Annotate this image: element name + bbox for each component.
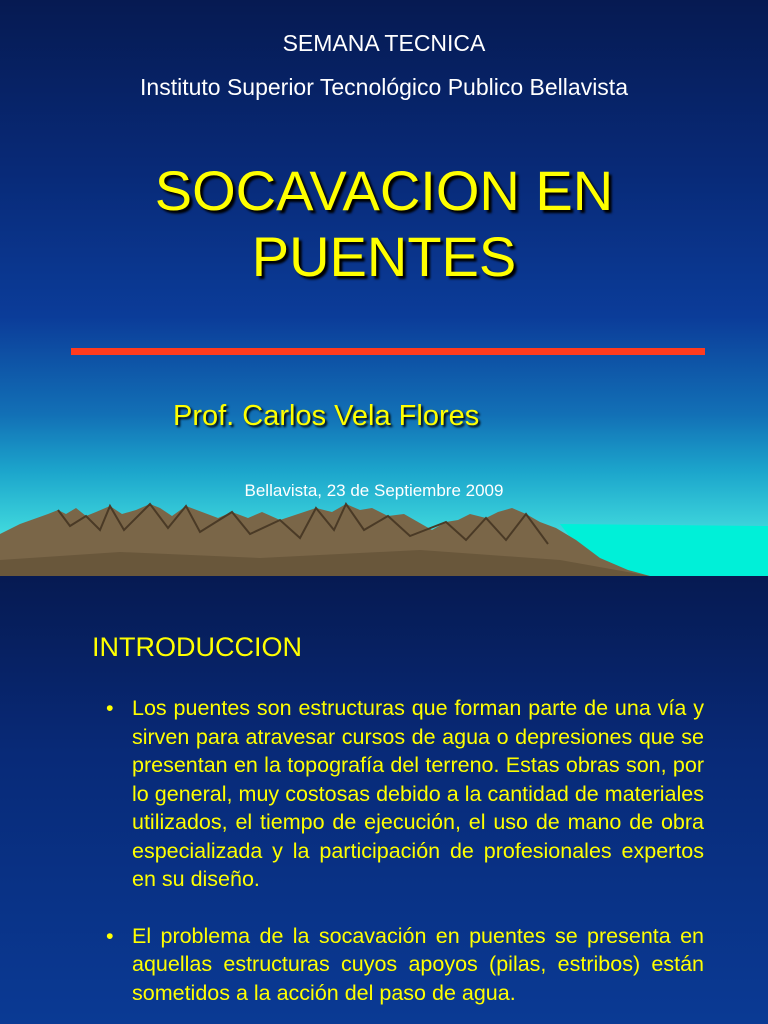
institution-name: Instituto Superior Tecnológico Publico Bellavista [140,74,628,100]
mountain-landscape-image [0,500,768,576]
bullet-text: El problema de la socavación en puentes se presenta en aquellas estructuras cuyos apoyos (pilas, estribos) están sometidos a la acción del paso de agua. [132,923,704,1005]
event-name: SEMANA TECNICA [282,30,486,56]
presentation-date: Bellavista, 23 de Septiembre 2009 [244,481,504,500]
section-heading: INTRODUCCION [92,632,302,662]
slide-title-line-2: PUENTES [251,225,517,288]
bullet-list [106,694,704,1024]
bullet-marker: • [106,923,114,948]
slide-title-line-1: SOCAVACION EN [154,159,614,222]
author-name: Prof. Carlos Vela Flores [173,400,480,432]
bullet-marker: • [106,696,114,720]
bullet-item [106,694,704,894]
bullet-item [106,922,704,1008]
bullet-text: Los puentes son estructuras que forman parte de una vía y sirven para atravesar cursos de agua o depresiones que se presentan en la topografía del terreno. Estas obras son, por lo general, muy costosas debido a la cantidad de materiales utilizados, el tiempo de ejecución, el uso de mano de obra especializada y la participación de profesionales expertos en su diseño. [132,696,704,891]
title-divider-rule [71,348,705,355]
slide-title [0,158,768,290]
introduction-slide [0,576,768,1024]
